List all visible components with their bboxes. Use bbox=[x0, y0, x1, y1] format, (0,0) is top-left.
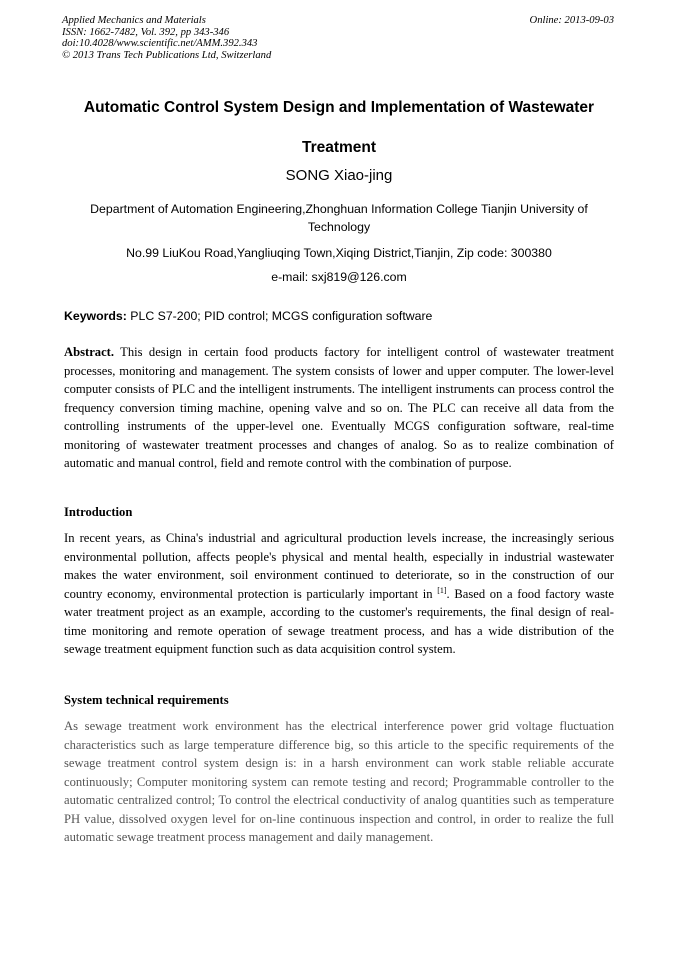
abstract bbox=[64, 343, 614, 473]
affiliation: Department of Automation Engineering,Zhonghuan Information College Tianjin University of Technology bbox=[90, 202, 588, 234]
abstract-text: This design in certain food products factory for intelligent control of wastewater treatment processes, monitoring and management. The system consists of lower and upper computer. The lower-level computer consists of PLC and the intelligent instruments. The intelligent instruments can process control the frequency conversion timing machine, opening valve and so on. The PLC can receive all data from the controlling instruments of the upper-level one. Eventually MCGS configuration software, real-time monitoring of wastewater treatment processes and changes of analog. So as to realize combination of automatic and manual control, field and remote control with the combination of purpose. bbox=[64, 345, 615, 470]
keywords-text: PLC S7-200; PID control; MCGS configuration software bbox=[130, 309, 433, 323]
journal-name: Applied Mechanics and Materials bbox=[62, 15, 206, 26]
copyright-line: © 2013 Trans Tech Publications Ltd, Switzerland bbox=[62, 49, 272, 61]
introduction-text-part1: In recent years, as China's industrial and agricultural production levels increase, the increasingly serious environmental pollution, affects people's physical and mental health, especially in industrial wastewater makes the water environment, soil environment continued to deteriorate, so in the construction of our country economy, environmental protection is particularly important in bbox=[64, 531, 614, 601]
online-date: Online: 2013-09-03 bbox=[529, 15, 614, 26]
system-requirements-paragraph: As sewage treatment work environment has the electrical interference power grid voltage fluctuation characteristics such as large temperature difference big, so this article to the specific requirements of the sewage treatment control system design is: in a harsh environment can work stable reliable accurate continuously; Computer monitoring system can remote testing and record; Programmable controller to the automatic centralized control; To control the electrical conductivity of analog quantities such as temperature PH value, dissolved oxygen level for on-line continuous inspection and control, in order to realize the full automatic sewage treatment process management and daily management. bbox=[64, 719, 614, 844]
journal-header bbox=[62, 15, 271, 61]
doi-line: doi:10.4028/www.scientific.net/AMM.392.343 bbox=[62, 38, 258, 49]
introduction-text-part2: . Based on a food factory waste water treatment project as an example, according to the customer's requirements, the final design of real-time monitoring and remote operation of sewage treatment process, and has a wide distribution of the sewage treatment equipment function such as data acquisition control system. bbox=[64, 586, 615, 656]
abstract-label: Abstract. bbox=[64, 345, 115, 359]
keywords-label: Keywords: bbox=[64, 309, 127, 323]
email: e-mail: sxj819@126.com bbox=[271, 270, 407, 284]
introduction-paragraph bbox=[64, 529, 614, 659]
paper-title: Automatic Control System Design and Implementation of Wastewater Treatment bbox=[83, 99, 595, 156]
address: No.99 LiuKou Road,Yangliuqing Town,Xiqing District,Tianjin, Zip code: 300380 bbox=[126, 246, 552, 260]
keywords bbox=[64, 307, 616, 325]
system-requirements-heading: System technical requirements bbox=[64, 693, 229, 707]
introduction-heading: Introduction bbox=[64, 505, 133, 519]
author-name: SONG Xiao-jing bbox=[285, 167, 393, 184]
citation-ref: [1] bbox=[437, 585, 447, 595]
issn-line: ISSN: 1662-7482, Vol. 392, pp 343-346 bbox=[62, 26, 230, 38]
